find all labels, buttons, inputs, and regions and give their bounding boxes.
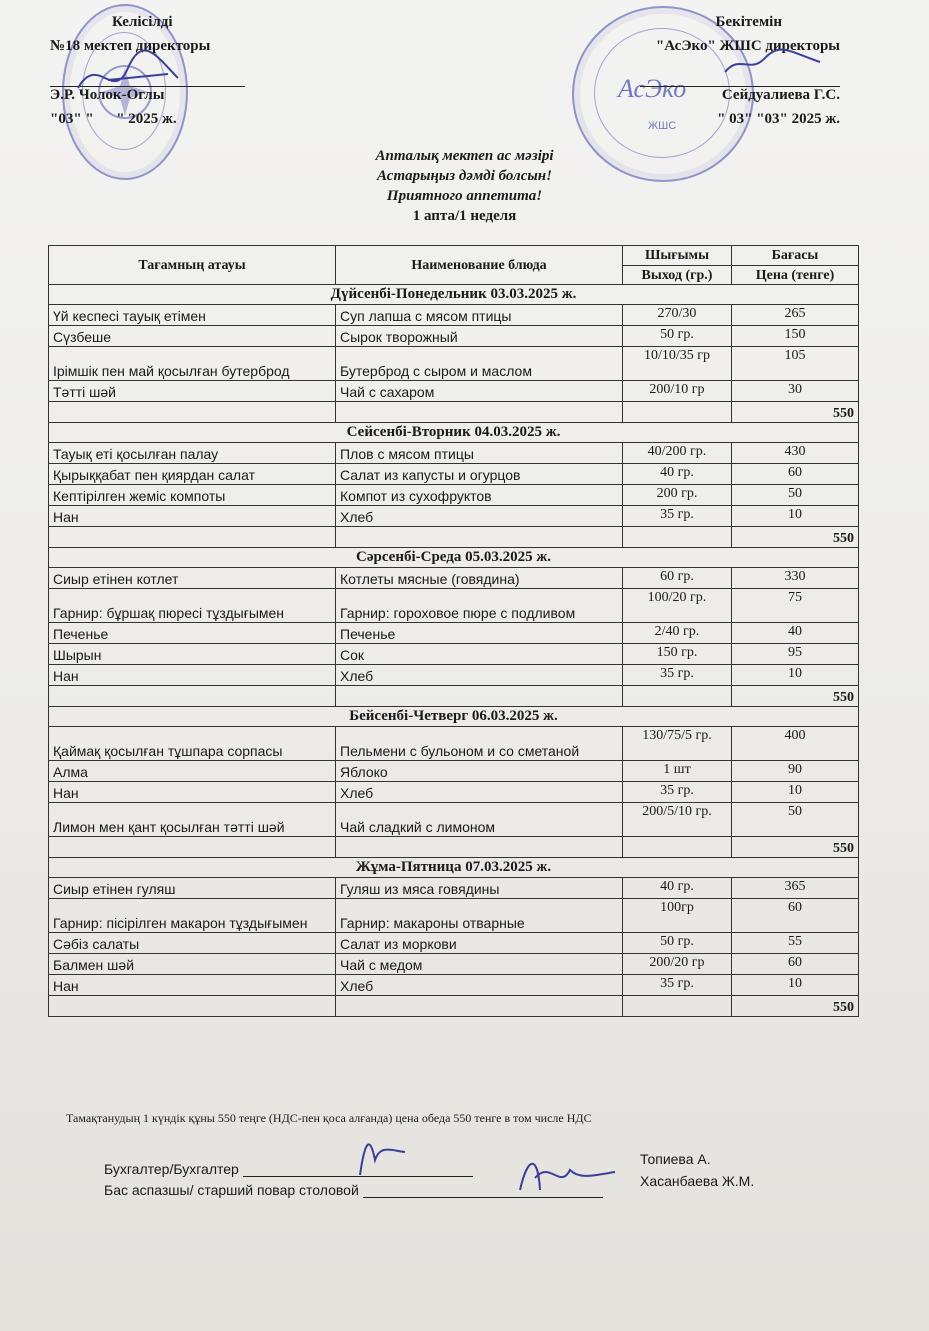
header-output-ru: Выход (гр.) (623, 266, 732, 285)
dish-row (49, 381, 859, 402)
dish-row (49, 803, 859, 837)
dish-name-ru: Плов с мясом птицы (336, 443, 623, 464)
empty-cell (336, 996, 623, 1017)
dish-name-ru: Бутерброд с сыром и маслом (336, 347, 623, 381)
dish-name-ru: Хлеб (336, 665, 623, 686)
accountant-name: Топиева А. (640, 1151, 711, 1167)
dish-name-kz: Қырыққабат пен қиярдан салат (49, 464, 336, 485)
day-header-row (49, 285, 859, 305)
dish-price: 50 (732, 485, 859, 506)
empty-cell (336, 527, 623, 548)
dish-price: 400 (732, 727, 859, 761)
accountant-label: Бухгалтер/Бухгалтер (104, 1161, 239, 1177)
day-header-row (49, 858, 859, 878)
day-total-row (49, 402, 859, 423)
approval-right-name: Сейдуалиева Г.С. (721, 87, 840, 103)
dish-output: 2/40 гр. (623, 623, 732, 644)
menu-week: 1 апта/1 неделя (412, 208, 517, 224)
header-output-kz: Шығымы (623, 246, 732, 266)
dish-name-kz: Ірімшік пен май қосылған бутерброд (49, 347, 336, 381)
dish-price: 40 (732, 623, 859, 644)
dish-name-ru: Суп лапша с мясом птицы (336, 305, 623, 326)
dish-row (49, 443, 859, 464)
dish-name-ru: Сок (336, 644, 623, 665)
dish-name-kz: Үй кеспесі тауық етімен (49, 305, 336, 326)
dish-price: 60 (732, 954, 859, 975)
day-total-row (49, 686, 859, 707)
chef-label: Бас аспазшы/ старший повар столовой (104, 1182, 359, 1198)
dish-output: 200/5/10 гр. (623, 803, 732, 837)
dish-output: 200 гр. (623, 485, 732, 506)
dish-row (49, 727, 859, 761)
approval-right-date: " 03" "03" 2025 ж. (717, 111, 840, 127)
dish-output: 100гр (623, 899, 732, 933)
approval-left-name: Э.Р. Чолок-Оглы (50, 87, 165, 103)
dish-price: 105 (732, 347, 859, 381)
dish-output: 40 гр. (623, 878, 732, 899)
empty-cell (623, 837, 732, 858)
dish-price: 75 (732, 589, 859, 623)
dish-output: 35 гр. (623, 506, 732, 527)
dish-name-kz: Тәтті шәй (49, 381, 336, 402)
dish-output: 35 гр. (623, 975, 732, 996)
empty-cell (49, 686, 336, 707)
dish-output: 130/75/5 гр. (623, 727, 732, 761)
dish-output: 150 гр. (623, 644, 732, 665)
approval-left-date: "03" " " 2025 ж. (50, 111, 177, 127)
dish-output: 35 гр. (623, 665, 732, 686)
dish-output: 40 гр. (623, 464, 732, 485)
dish-row (49, 899, 859, 933)
dish-name-ru: Гарнир: гороховое пюре с подливом (336, 589, 623, 623)
dish-name-ru: Гарнир: макароны отварные (336, 899, 623, 933)
dish-output: 200/20 гр (623, 954, 732, 975)
dish-name-kz: Сиыр етінен гуляш (49, 878, 336, 899)
dish-name-kz: Гарнир: пісірілген макарон тұздығымен (49, 899, 336, 933)
dish-name-kz: Сүзбеше (49, 326, 336, 347)
empty-cell (623, 402, 732, 423)
dish-price: 10 (732, 506, 859, 527)
dish-name-ru: Чай с сахаром (336, 381, 623, 402)
dish-name-kz: Қаймақ қосылған тұшпара сорпасы (49, 727, 336, 761)
dish-row (49, 305, 859, 326)
dish-price: 150 (732, 326, 859, 347)
empty-cell (336, 686, 623, 707)
day-header-row (49, 423, 859, 443)
stamp-brand: АсЭко (618, 74, 687, 103)
dish-name-kz: Нан (49, 506, 336, 527)
dish-name-kz: Печенье (49, 623, 336, 644)
empty-cell (49, 996, 336, 1017)
day-total-row (49, 837, 859, 858)
dish-name-ru: Сырок творожный (336, 326, 623, 347)
header-price-kz: Бағасы (732, 246, 859, 266)
menu-title-kz: Апталық мектеп ас мәзірі (375, 148, 554, 164)
dish-row (49, 975, 859, 996)
dish-price: 10 (732, 665, 859, 686)
header-name-ru: Наименование блюда (336, 246, 623, 285)
day-total: 550 (732, 402, 859, 423)
day-total: 550 (732, 996, 859, 1017)
dish-row (49, 347, 859, 381)
dish-price: 90 (732, 761, 859, 782)
day-label: Сейсенбі-Вторник 04.03.2025 ж. (49, 423, 859, 443)
dish-row (49, 464, 859, 485)
dish-name-kz: Балмен шәй (49, 954, 336, 975)
director-signature-left (68, 48, 218, 108)
dish-name-kz: Тауық еті қосылған палау (49, 443, 336, 464)
dish-row (49, 326, 859, 347)
dish-price: 365 (732, 878, 859, 899)
dish-price: 265 (732, 305, 859, 326)
day-total: 550 (732, 686, 859, 707)
empty-cell (336, 837, 623, 858)
price-footnote: Тамақтанудың 1 күндік құны 550 теңге (НДС-пен қоса алғанда) цена обеда 550 тенге в том числе НДС (66, 1111, 592, 1125)
dish-name-ru: Салат из капусты и огурцов (336, 464, 623, 485)
header-price-ru: Цена (тенге) (732, 266, 859, 285)
day-header-row (49, 707, 859, 727)
dish-output: 50 гр. (623, 933, 732, 954)
dish-row (49, 485, 859, 506)
dish-name-ru: Хлеб (336, 782, 623, 803)
dish-output: 35 гр. (623, 782, 732, 803)
dish-row (49, 878, 859, 899)
menu-table (48, 245, 859, 1017)
dish-price: 50 (732, 803, 859, 837)
dish-name-ru: Хлеб (336, 506, 623, 527)
day-label: Дүйсенбі-Понедельник 03.03.2025 ж. (49, 285, 859, 305)
approval-right-position: "АсЭко" ЖШС директоры (655, 38, 840, 54)
menu-title-wish-kz: Астарыңыз дәмді болсын! (377, 168, 552, 184)
dish-output: 50 гр. (623, 326, 732, 347)
dish-row (49, 761, 859, 782)
dish-name-kz: Шырын (49, 644, 336, 665)
director-signature-right (720, 44, 830, 84)
dish-name-ru: Чай с медом (336, 954, 623, 975)
empty-cell (49, 837, 336, 858)
dish-name-ru: Яблоко (336, 761, 623, 782)
dish-name-kz: Алма (49, 761, 336, 782)
dish-price: 10 (732, 782, 859, 803)
day-label: Жұма-Пятница 07.03.2025 ж. (49, 858, 859, 878)
empty-cell (336, 402, 623, 423)
dish-row (49, 782, 859, 803)
dish-name-ru: Пельмени с бульоном и со сметаной (336, 727, 623, 761)
dish-price: 30 (732, 381, 859, 402)
accountant-signature-row (104, 1161, 473, 1177)
dish-name-ru: Печенье (336, 623, 623, 644)
dish-output: 1 шт (623, 761, 732, 782)
dish-name-kz: Нан (49, 665, 336, 686)
dish-row (49, 589, 859, 623)
dish-price: 55 (732, 933, 859, 954)
empty-cell (49, 527, 336, 548)
approval-left-position: №18 мектеп директоры (50, 38, 211, 54)
dish-price: 60 (732, 464, 859, 485)
dish-row (49, 506, 859, 527)
dish-row (49, 933, 859, 954)
empty-cell (49, 402, 336, 423)
approval-right-title: Бекітемін (715, 14, 782, 30)
approval-left-title: Келісілді (112, 14, 173, 30)
dish-output: 60 гр. (623, 568, 732, 589)
dish-price: 430 (732, 443, 859, 464)
chef-signature (510, 1150, 620, 1200)
dish-name-kz: Нан (49, 782, 336, 803)
empty-cell (623, 527, 732, 548)
day-total: 550 (732, 837, 859, 858)
dish-row (49, 665, 859, 686)
dish-name-kz: Нан (49, 975, 336, 996)
accountant-signature (330, 1130, 410, 1180)
day-label: Сәрсенбі-Среда 05.03.2025 ж. (49, 548, 859, 568)
empty-cell (623, 996, 732, 1017)
dish-name-kz: Лимон мен қант қосылған тәтті шәй (49, 803, 336, 837)
menu-title-wish-ru: Приятного аппетита! (386, 188, 543, 204)
chef-name: Хасанбаева Ж.М. (640, 1173, 755, 1189)
dish-price: 60 (732, 899, 859, 933)
dish-row (49, 954, 859, 975)
dish-row (49, 623, 859, 644)
dish-price: 330 (732, 568, 859, 589)
dish-name-ru: Котлеты мясные (говядина) (336, 568, 623, 589)
dish-output: 40/200 гр. (623, 443, 732, 464)
dish-name-ru: Гуляш из мяса говядины (336, 878, 623, 899)
dish-name-ru: Компот из сухофруктов (336, 485, 623, 506)
day-total-row (49, 996, 859, 1017)
day-total-row (49, 527, 859, 548)
dish-price: 95 (732, 644, 859, 665)
menu-title (0, 146, 929, 226)
header-name-kz: Тағамның атауы (49, 246, 336, 285)
dish-name-ru: Чай сладкий с лимоном (336, 803, 623, 837)
dish-price: 10 (732, 975, 859, 996)
dish-name-ru: Хлеб (336, 975, 623, 996)
day-header-row (49, 548, 859, 568)
dish-name-ru: Салат из моркови (336, 933, 623, 954)
dish-output: 270/30 (623, 305, 732, 326)
dish-name-kz: Сәбіз салаты (49, 933, 336, 954)
dish-output: 100/20 гр. (623, 589, 732, 623)
dish-name-kz: Гарнир: бұршақ пюресі тұздығымен (49, 589, 336, 623)
dish-output: 10/10/35 гр (623, 347, 732, 381)
day-label: Бейсенбі-Четверг 06.03.2025 ж. (49, 707, 859, 727)
dish-name-kz: Сиыр етінен котлет (49, 568, 336, 589)
empty-cell (623, 686, 732, 707)
dish-name-kz: Кептірілген жеміс компоты (49, 485, 336, 506)
dish-row (49, 568, 859, 589)
day-total: 550 (732, 527, 859, 548)
dish-row (49, 644, 859, 665)
stamp-sub: ЖШС (648, 120, 677, 132)
dish-output: 200/10 гр (623, 381, 732, 402)
